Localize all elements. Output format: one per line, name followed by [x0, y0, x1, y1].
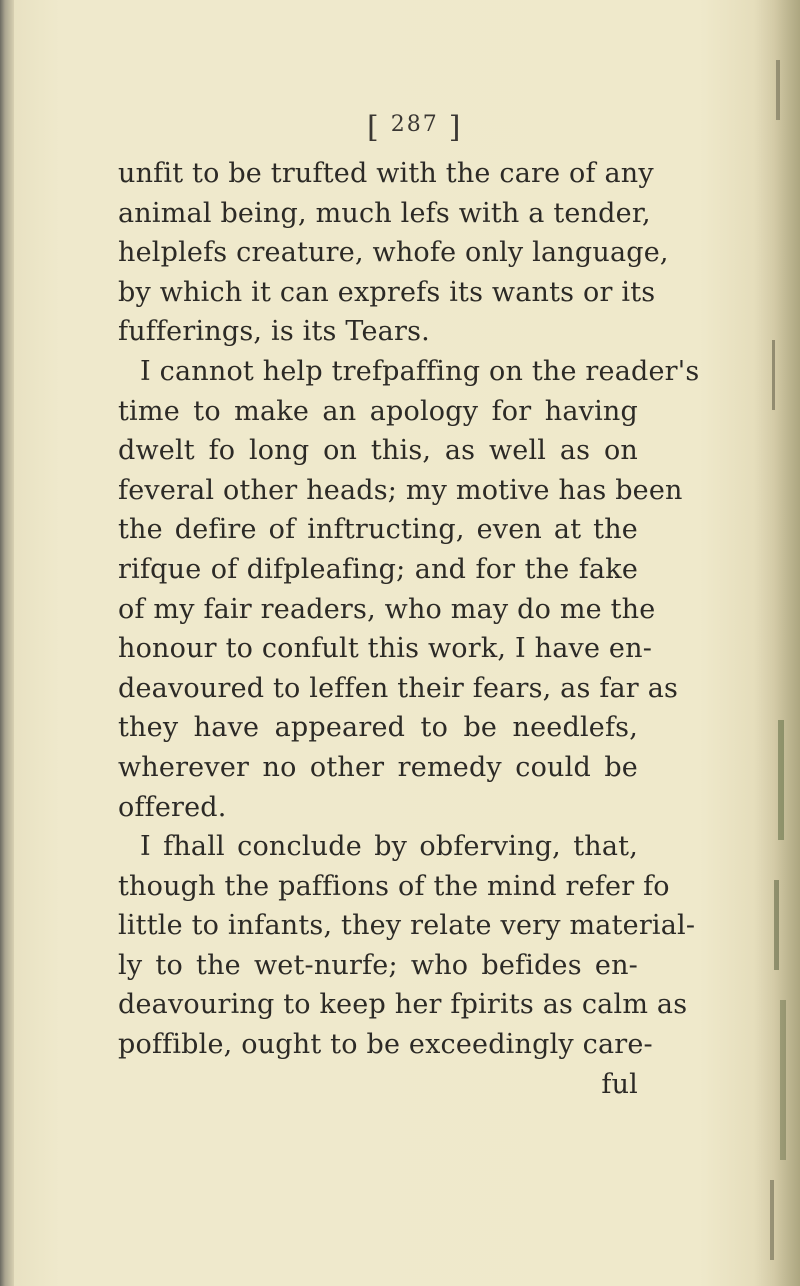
text-line: dwelt fo long on this, as well as on — [118, 435, 638, 467]
page-number: 287 — [390, 112, 439, 137]
body-text — [118, 154, 700, 1104]
text-line: they have appeared to be needlefs, — [118, 712, 638, 744]
text-line: though the paffions of the mind refer fo — [118, 870, 670, 902]
text-line: deavouring to keep her fpirits as calm as — [118, 989, 688, 1021]
text-line: rifque of difpleafing; and for the fake — [118, 553, 638, 585]
text-line: deavoured to leffen their fears, as far as — [118, 672, 679, 704]
catchword: ful — [601, 1068, 638, 1100]
text-line: by which it can exprefs its wants or its — [118, 276, 656, 308]
text-line: fufferings, is its Tears. — [118, 316, 430, 348]
page-header — [367, 110, 462, 145]
header-left-bracket: [ — [367, 110, 381, 145]
text-line: of my fair readers, who may do me the — [118, 593, 656, 625]
text-line: poffible, ought to be exceedingly care- — [118, 1029, 653, 1061]
text-line: feveral other heads; my motive has been — [118, 474, 683, 506]
text-line: offered. — [118, 791, 227, 823]
text-line: ly to the wet-nurfe; who befides en- — [118, 949, 638, 981]
header-right-bracket: ] — [448, 110, 463, 145]
text-line: time to make an apology for having — [118, 395, 638, 427]
text-line: little to infants, they relate very material- — [118, 910, 696, 942]
text-line: unfit to be trufted with the care of any — [118, 158, 654, 189]
text-line: helplefs creature, whofe only language, — [118, 237, 669, 269]
text-line: wherever no other remedy could be — [118, 751, 638, 783]
text-line: the defire of inftructing, even at the — [118, 514, 638, 546]
text-line: honour to confult this work, I have en- — [118, 633, 653, 665]
text-line: I cannot help trefpaffing on the reader's — [140, 355, 700, 387]
binding-stain-decoration — [762, 0, 792, 1286]
text-line: I fhall conclude by obferving, that, — [140, 831, 638, 863]
page-gutter-shadow — [0, 0, 14, 1286]
text-line: animal being, much lefs with a tender, — [118, 197, 651, 229]
